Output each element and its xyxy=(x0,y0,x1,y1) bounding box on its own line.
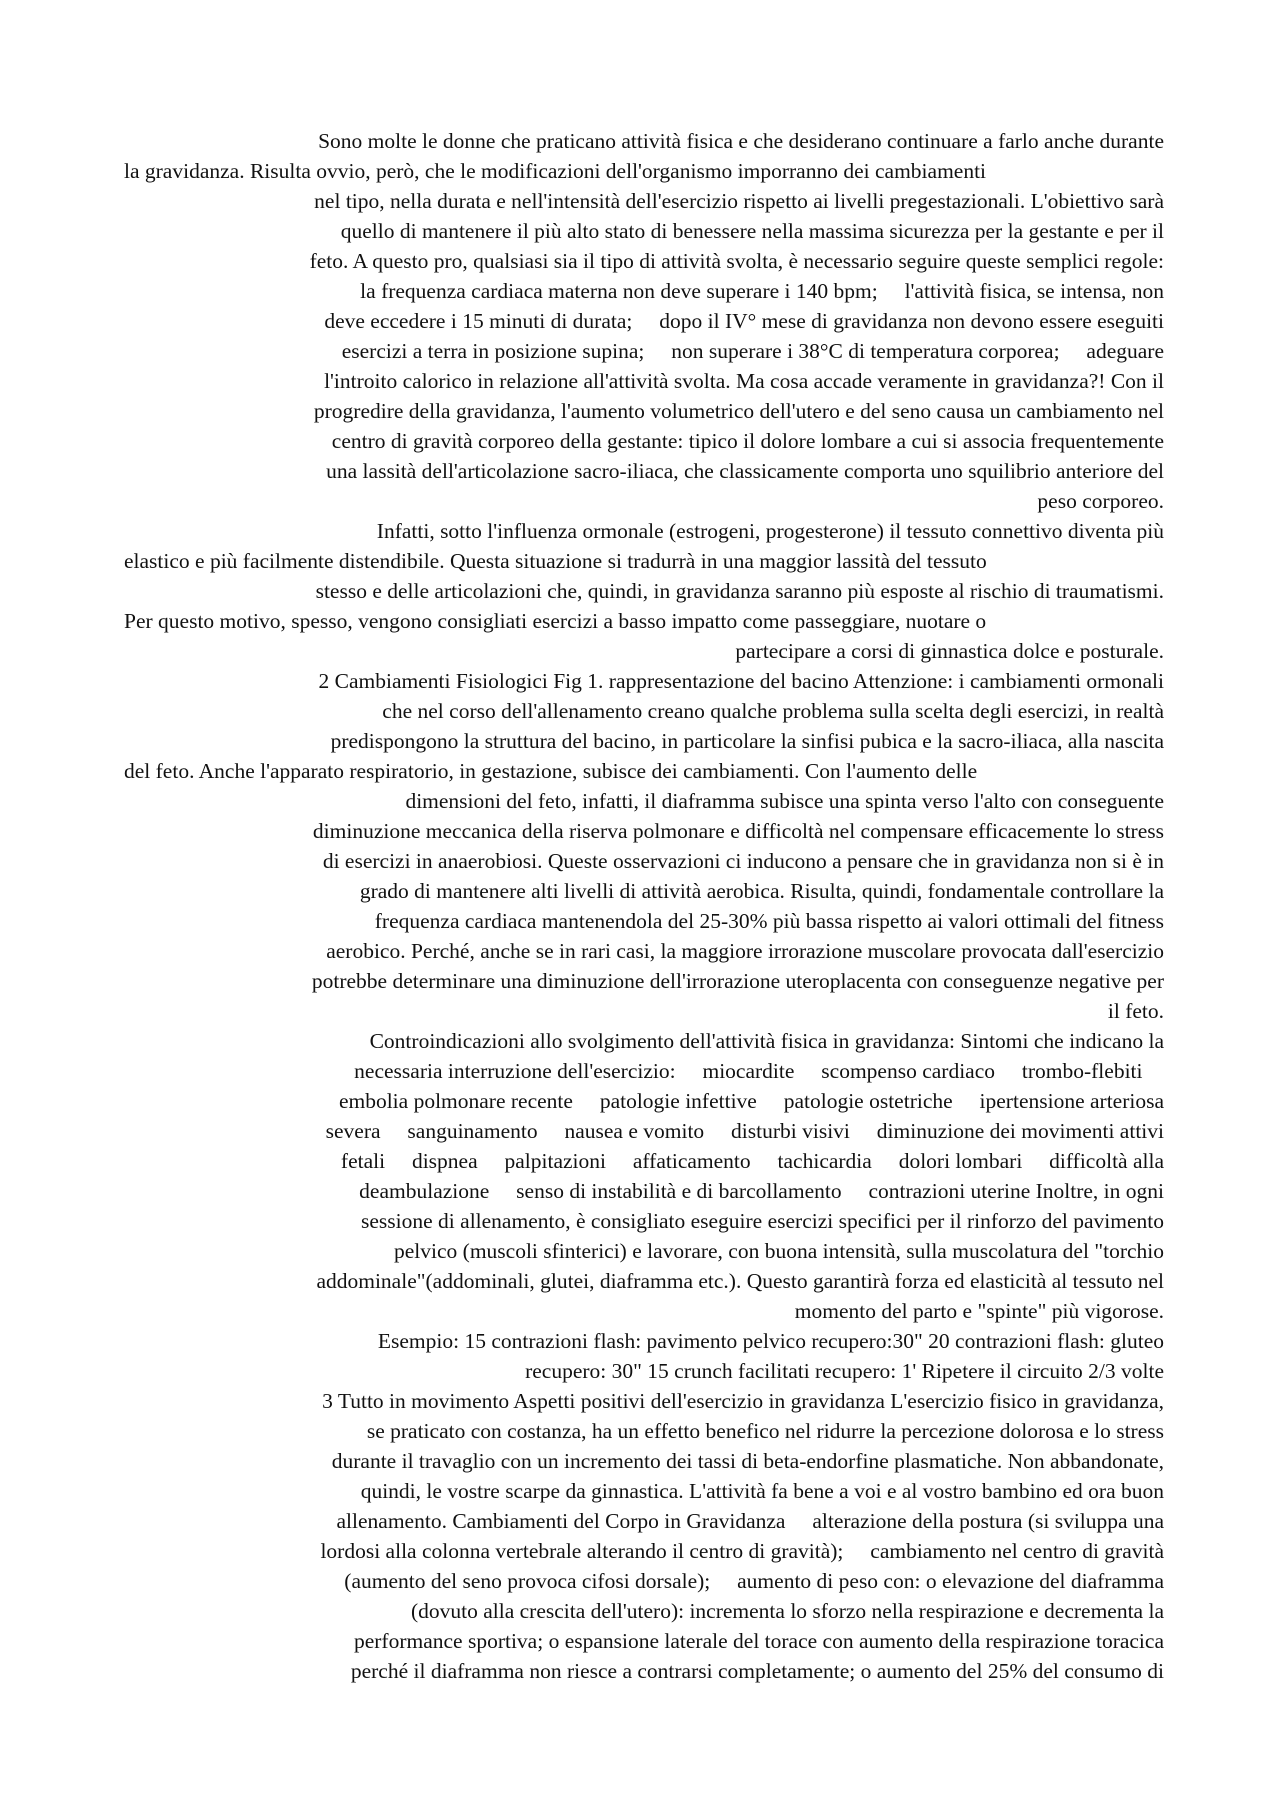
text-line: durante il travaglio con un incremento dei tassi di beta-endorfine plasmatiche. Non abbandonate, xyxy=(331,1449,1164,1473)
text-line: Infatti, sotto l'influenza ormonale (estrogeni, progesterone) il tessuto connettivo diventa più xyxy=(376,519,1164,543)
text-line: severa sanguinamento nausea e vomito disturbi visivi diminuzione dei movimenti attivi xyxy=(325,1119,1164,1143)
text-line: predispongono la struttura del bacino, in particolare la sinfisi pubica e la sacro-iliaca, alla nascita xyxy=(330,729,1164,753)
text-line: necessaria interruzione dell'esercizio: miocardite scompenso cardiaco trombo-flebiti xyxy=(354,1059,1164,1083)
text-line: dimensioni del feto, infatti, il diaframma subisce una spinta verso l'alto con conseguente xyxy=(405,789,1164,813)
text-line: centro di gravità corporeo della gestante: tipico il dolore lombare a cui si associa frequentemente xyxy=(331,429,1164,453)
text-line: addominale"(addominali, glutei, diaframma etc.). Questo garantirà forza ed elasticità al tessuto nel xyxy=(316,1269,1164,1293)
text-line: pelvico (muscoli sfinterici) e lavorare, con buona intensità, sulla muscolatura del "torchio xyxy=(394,1239,1164,1263)
text-line: diminuzione meccanica della riserva polmonare e difficoltà nel compensare efficacemente lo stress xyxy=(312,819,1164,843)
text-line: (dovuto alla crescita dell'utero): incrementa lo sforzo nella respirazione e decrementa la xyxy=(410,1599,1164,1623)
text-line: deambulazione senso di instabilità e di barcollamento contrazioni uterine Inoltre, in ogni xyxy=(359,1179,1164,1203)
text-line: peso corporeo. xyxy=(1037,489,1164,513)
text-line: recupero: 30" 15 crunch facilitati recupero: 1' Ripetere il circuito 2/3 volte xyxy=(525,1359,1164,1383)
text-line: Controindicazioni allo svolgimento dell'attività fisica in gravidanza: Sintomi che indicano la xyxy=(369,1029,1164,1053)
text-line: progredire della gravidanza, l'aumento volumetrico dell'utero e del seno causa un cambiamento nel xyxy=(313,399,1164,423)
text-line: la gravidanza. Risulta ovvio, però, che le modificazioni dell'organismo imporranno dei cambiamenti xyxy=(124,159,987,183)
text-line: una lassità dell'articolazione sacro-iliaca, che classicamente comporta uno squilibrio anteriore del xyxy=(326,459,1164,483)
text-line: performance sportiva; o espansione laterale del torace con aumento della respirazione toracica xyxy=(353,1629,1164,1653)
text-line: sessione di allenamento, è consigliato eseguire esercizi specifici per il rinforzo del pavimento xyxy=(361,1209,1164,1233)
text-line: stesso e delle articolazioni che, quindi, in gravidanza saranno più esposte al rischio di traumatismi. xyxy=(315,579,1164,603)
text-line: la frequenza cardiaca materna non deve superare i 140 bpm; l'attività fisica, se intensa, non xyxy=(360,279,1164,303)
text-line: deve eccedere i 15 minuti di durata; dopo il IV° mese di gravidanza non devono essere eseguiti xyxy=(324,309,1164,333)
text-line: esercizi a terra in posizione supina; non superare i 38°C di temperatura corporea; adeguare xyxy=(341,339,1164,363)
text-line: quello di mantenere il più alto stato di benessere nella massima sicurezza per la gestante e per il xyxy=(340,219,1164,243)
text-line: frequenza cardiaca mantenendola del 25-30% più bassa rispetto ai valori ottimali del fitness xyxy=(374,909,1164,933)
text-line: fetali dispnea palpitazioni affaticamento tachicardia dolori lombari difficoltà alla xyxy=(340,1149,1164,1173)
text-line: 3 Tutto in movimento Aspetti positivi dell'esercizio in gravidanza L'esercizio fisico in gravidanza, xyxy=(322,1389,1164,1413)
text-line: se praticato con costanza, ha un effetto benefico nel ridurre la percezione dolorosa e lo stress xyxy=(366,1419,1164,1443)
text-line: quindi, le vostre scarpe da ginnastica. L'attività fa bene a voi e al vostro bambino ed ora buon xyxy=(360,1479,1164,1503)
document-page xyxy=(124,126,1164,1686)
text-line: di esercizi in anaerobiosi. Queste osservazioni ci inducono a pensare che in gravidanza non si è in xyxy=(322,849,1164,873)
text-line: l'introito calorico in relazione all'attività svolta. Ma cosa accade veramente in gravidanza?! Con il xyxy=(324,369,1164,393)
text-line: grado di mantenere alti livelli di attività aerobica. Risulta, quindi, fondamentale controllare la xyxy=(359,879,1164,903)
text-line: partecipare a corsi di ginnastica dolce e posturale. xyxy=(735,639,1164,663)
text-line: feto. A questo pro, qualsiasi sia il tipo di attività svolta, è necessario seguire queste semplici regole: xyxy=(309,249,1164,273)
text-line: nel tipo, nella durata e nell'intensità dell'esercizio rispetto ai livelli pregestazionali. L'obiettivo sarà xyxy=(314,189,1164,213)
text-line: elastico e più facilmente distendibile. Questa situazione si tradurrà in una maggior lassità del tessuto xyxy=(124,549,987,573)
text-line: potrebbe determinare una diminuzione dell'irrorazione uteroplacenta con conseguenze negative per xyxy=(311,969,1164,993)
text-line: lordosi alla colonna vertebrale alterando il centro di gravità); cambiamento nel centro di gravità xyxy=(320,1539,1164,1563)
text-line: (aumento del seno provoca cifosi dorsale); aumento di peso con: o elevazione del diaframma xyxy=(344,1569,1164,1593)
text-line: aerobico. Perché, anche se in rari casi, la maggiore irrorazione muscolare provocata dall'esercizio xyxy=(326,939,1164,963)
text-line: 2 Cambiamenti Fisiologici Fig 1. rappresentazione del bacino Attenzione: i cambiamenti ormonali xyxy=(318,669,1164,693)
text-line: che nel corso dell'allenamento creano qualche problema sulla scelta degli esercizi, in realtà xyxy=(382,699,1164,723)
text-line: del feto. Anche l'apparato respiratorio, in gestazione, subisce dei cambiamenti. Con l'aumento delle xyxy=(124,759,978,783)
text-line: Sono molte le donne che praticano attività fisica e che desiderano continuare a farlo anche durante xyxy=(318,129,1164,153)
text-line: il feto. xyxy=(1107,999,1164,1023)
text-line: perché il diaframma non riesce a contrarsi completamente; o aumento del 25% del consumo di xyxy=(350,1659,1164,1683)
text-line: Esempio: 15 contrazioni flash: pavimento pelvico recupero:30" 20 contrazioni flash: gluteo xyxy=(377,1329,1164,1353)
text-line: momento del parto e "spinte" più vigorose. xyxy=(794,1299,1164,1323)
text-line: embolia polmonare recente patologie infettive patologie ostetriche ipertensione arteriosa xyxy=(338,1089,1164,1113)
text-line: Per questo motivo, spesso, vengono consigliati esercizi a basso impatto come passeggiare, nuotare o xyxy=(124,609,987,633)
text-line: allenamento. Cambiamenti del Corpo in Gravidanza alterazione della postura (si sviluppa una xyxy=(336,1509,1164,1533)
